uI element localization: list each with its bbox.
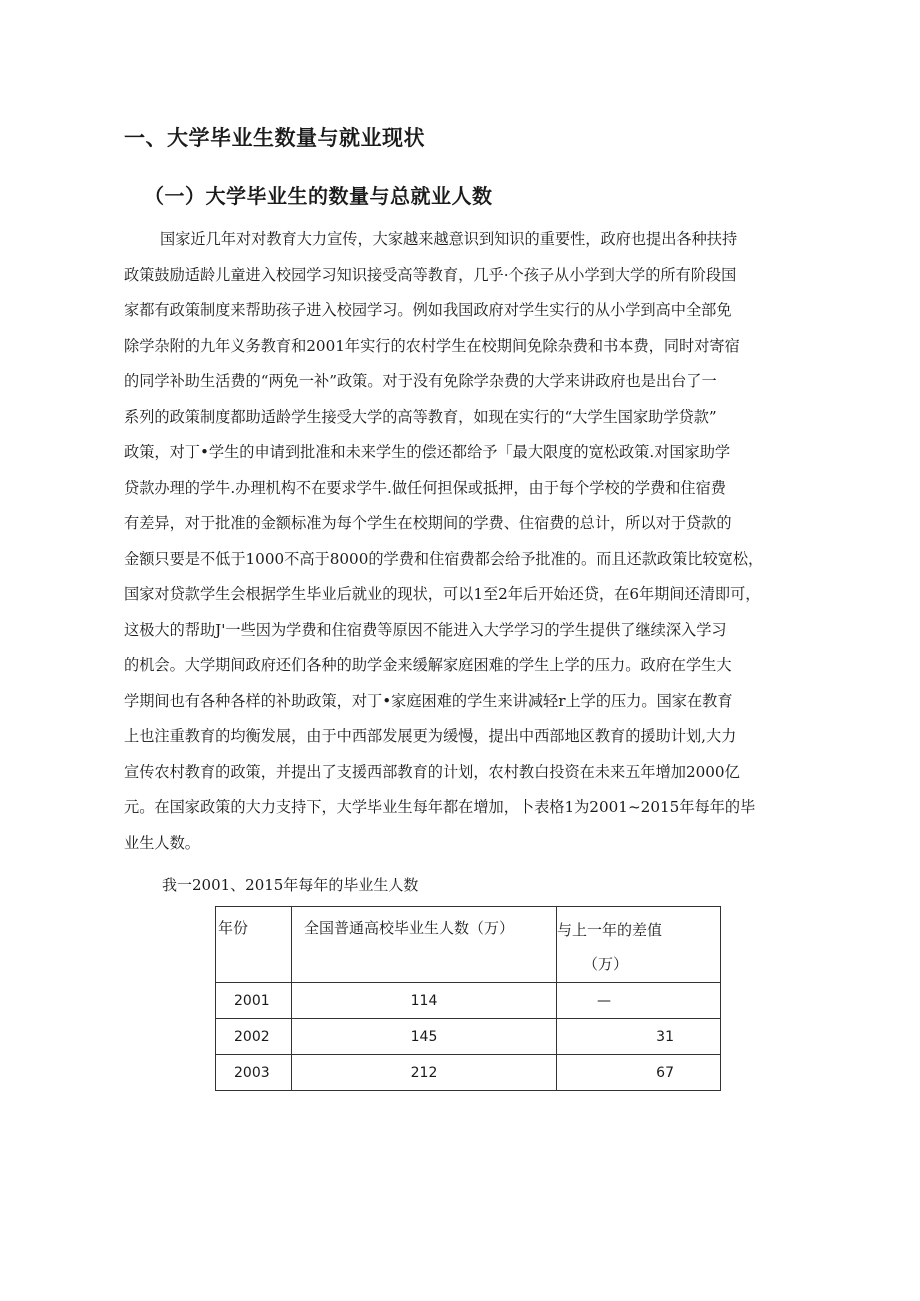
subsection-heading: （一）大学毕业生的数量与总就业人数	[144, 184, 493, 208]
count-cell	[292, 1019, 557, 1055]
header-diff-label: 与上一年的差值	[557, 921, 663, 939]
paragraph-line: 元。在国家政策的大力支持下，大学毕业生每年都在增加，卜表格1为2001~2015年每年的毕	[124, 798, 756, 816]
count-value: 145	[410, 1028, 438, 1045]
year-cell	[216, 983, 292, 1019]
header-cell-year	[216, 907, 292, 983]
paragraph-line: 有差异，对于批准的金额标准为每个学生在校期间的学费、住宿费的总计，所以对于贷款的	[124, 514, 732, 532]
paragraph-line: 贷款办理的学牛.办理机构不在要求学牛.做任何担保或抵押，由于每个学校的学费和住宿费	[124, 478, 726, 497]
year-value: 2002	[234, 1028, 270, 1045]
year-value: 2003	[234, 1064, 270, 1081]
diff-cell	[557, 983, 721, 1019]
paragraph-line: 金额只要是不低于1000不高于8000的学费和住宿费都会给予批准的。而且还款政策比较宽松，	[124, 549, 764, 568]
paragraph-line: 业生人数。	[124, 833, 200, 852]
header-diff-unit: （万）	[583, 955, 629, 973]
paragraph-line: 除学杂附的九年义务教育和2001年实行的农村学生在校期间免除杂费和书本费，同时对寄宿	[124, 336, 740, 355]
paragraph-line: 学期间也有各种各样的补助政策，对丁•家庭困难的学生来讲减轻r上学的压力。国家在教育	[124, 691, 733, 710]
table-header-row	[216, 907, 721, 983]
paragraph-line: 系列的政策制度都助适龄学生接受大学的高等教育，如现在实行的“大学生国家助学贷款”	[124, 407, 717, 426]
table-row	[216, 1055, 721, 1091]
body-paragraph	[124, 222, 804, 861]
graduates-table	[215, 906, 721, 1091]
paragraph-line: 政策鼓励适龄儿童进入校园学习知识接受高等教育，几乎·个孩子从小学到大学的所有阶段国	[124, 265, 737, 284]
table-caption: 我一2001、2015年每年的毕业生人数	[162, 876, 419, 894]
diff-value: 31	[656, 1028, 674, 1045]
paragraph-line: 家都有政策制度来帮助孩子进入校园学习。例如我国政府对学生实行的从小学到高中全部免	[124, 301, 732, 319]
year-value: 2001	[234, 992, 270, 1009]
paragraph-line: 的机会。大学期间政府还们各种的助学金来缓解家庭困难的学生上学的压力。政府在学生大	[124, 656, 732, 674]
paragraph-line: 这极大的帮助J'一些因为学费和住宿费等原因不能进入大学学习的学生提供了继续深入学习	[124, 620, 727, 639]
header-cell-diff	[557, 907, 721, 983]
diff-value: —	[597, 992, 611, 1009]
paragraph-line: 国家对贷款学生会根据学生毕业后就业的现状，可以1至2年后开始还贷，在6年期间还清即可，	[124, 585, 761, 603]
diff-cell	[557, 1019, 721, 1055]
header-cell-count	[292, 907, 557, 983]
header-count-label: 全国普通高校毕业生人数（万）	[304, 919, 515, 937]
paragraph-line: 的同学补助生活费的“两免一补”政策。对于没有免除学杂费的大学来讲政府也是出台了一	[124, 372, 717, 390]
header-diff-block	[557, 907, 720, 981]
table-row	[216, 1019, 721, 1055]
paragraph-line: 上也注重教育的均衡发展，由于中西部发展更为缓慢，提出中西部地区教育的援助计划,大力	[124, 727, 737, 745]
table-row	[216, 983, 721, 1019]
count-cell	[292, 983, 557, 1019]
paragraph-line: 国家近几年对对教育大力宣传，大家越来越意识到知识的重要性，政府也提出各种扶持	[160, 230, 738, 248]
paragraph-line: 宣传农村教育的政策，并提出了支援西部教育的计划，农村教白投资在未来五年增加2000亿	[124, 762, 740, 781]
count-cell	[292, 1055, 557, 1091]
header-year-label: 年份	[218, 919, 249, 937]
diff-value: 67	[656, 1064, 674, 1081]
diff-cell	[557, 1055, 721, 1091]
year-cell	[216, 1055, 292, 1091]
count-value: 114	[410, 992, 438, 1009]
section-heading: 一、大学毕业生数量与就业现状	[124, 126, 425, 150]
count-value: 212	[410, 1064, 438, 1081]
paragraph-line: 政策，对丁•学生的申请到批准和未来学生的偿还都给予「最大限度的宽松政策.对国家助学	[124, 443, 731, 461]
year-cell	[216, 1019, 292, 1055]
